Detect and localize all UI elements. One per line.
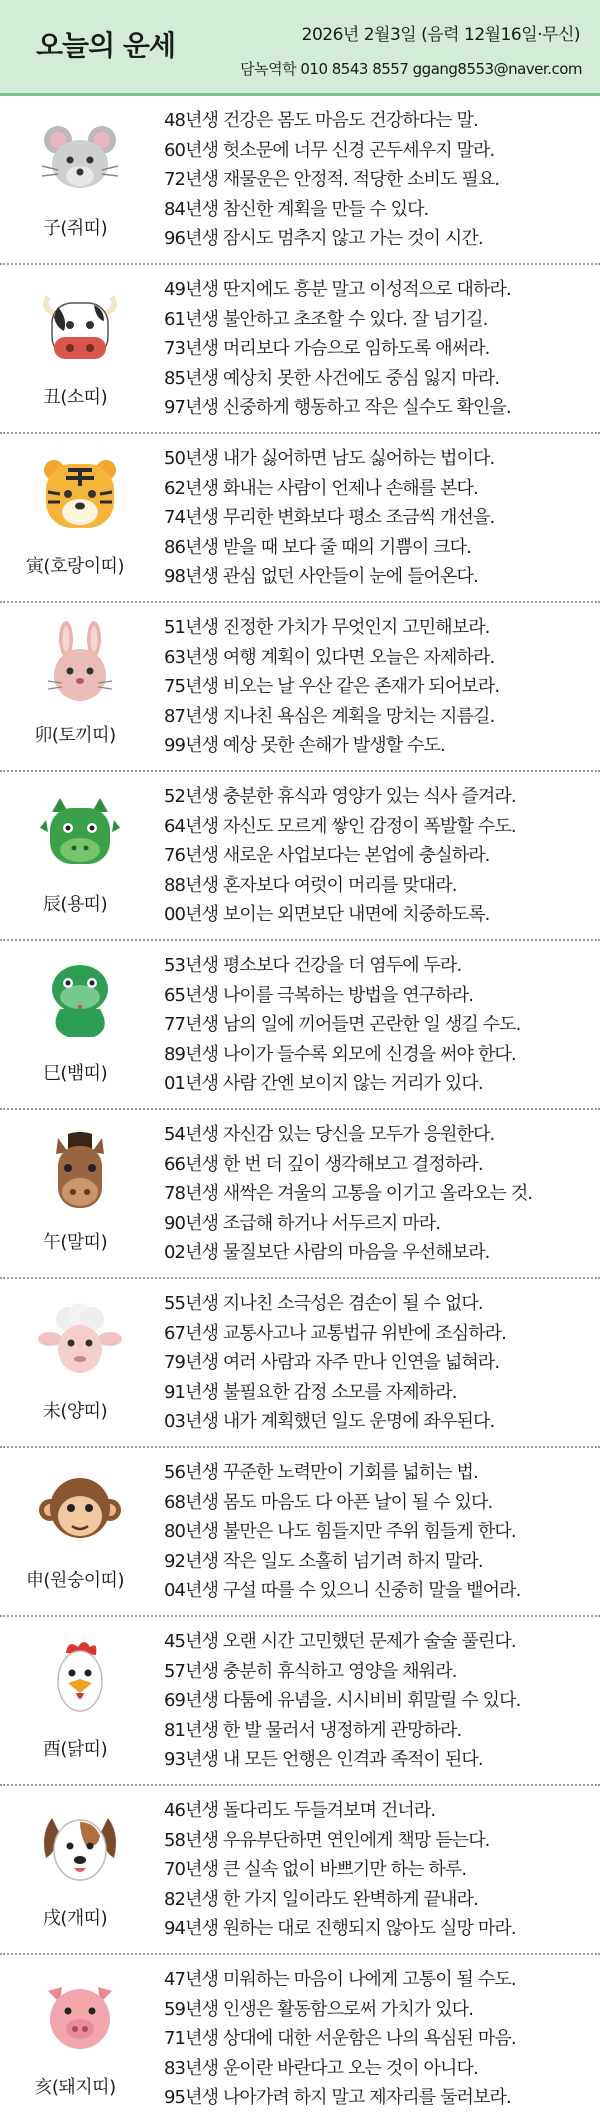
fortune-line: 58년생 우유부단하면 연인에게 책망 듣는다.	[164, 1829, 490, 1851]
fortune-lines	[164, 444, 594, 592]
snake-icon	[38, 959, 122, 1043]
fortune-lines	[164, 1458, 594, 1606]
zodiac-cell	[0, 96, 150, 263]
fortune-line: 94년생 원하는 대로 진행되지 않아도 실망 마라.	[164, 1918, 516, 1939]
zodiac-cell	[0, 1786, 150, 1953]
fortune-row	[0, 434, 600, 603]
fortune-line: 03년생 내가 계획했던 일도 운명에 좌우된다.	[164, 1411, 495, 1432]
fortune-line: 90년생 조급해 하거나 서두르지 마라.	[164, 1212, 441, 1234]
fortune-row	[0, 265, 600, 434]
fortune-line: 76년생 새로운 사업보다는 본업에 충실하라.	[164, 845, 490, 866]
horse-icon	[38, 1128, 122, 1212]
rabbit-icon	[38, 621, 122, 705]
fortune-list	[0, 96, 600, 2124]
fortune-line: 67년생 교통사고나 교통법규 위반에 조심하라.	[164, 1322, 506, 1344]
zodiac-label: 午(말띠)	[42, 1232, 108, 1253]
monkey-icon	[38, 1466, 122, 1550]
page-title: 오늘의 운세	[36, 29, 175, 62]
fortune-line: 60년생 헛소문에 너무 신경 곤두세우지 말라.	[164, 139, 495, 161]
ox-icon	[38, 283, 122, 367]
tiger-icon	[38, 452, 122, 536]
fortune-line: 80년생 불만은 나도 힘들지만 주위 힘들게 한다.	[164, 1521, 516, 1542]
fortune-lines	[164, 613, 594, 761]
zodiac-cell	[0, 941, 150, 1108]
fortune-row	[0, 1110, 600, 1279]
fortune-line: 82년생 한 가지 일이라도 완벽하게 끝내라.	[164, 1888, 478, 1910]
fortune-line: 64년생 자신도 모르게 쌓인 감정이 폭발할 수도.	[164, 815, 516, 837]
fortune-line: 68년생 몸도 마음도 다 아픈 날이 될 수 있다.	[164, 1491, 493, 1513]
fortune-lines	[164, 1627, 594, 1775]
fortune-line: 86년생 받을 때 보다 줄 때의 기쁨이 크다.	[164, 536, 471, 558]
fortune-line: 70년생 큰 실속 없이 바쁘기만 하는 하루.	[164, 1859, 467, 1880]
fortune-line: 71년생 상대에 대한 서운함은 나의 욕심된 마음.	[164, 2028, 516, 2049]
fortune-line: 01년생 사람 간엔 보이지 않는 거리가 있다.	[164, 1073, 483, 1094]
fortune-line: 50년생 내가 싫어하면 남도 싫어하는 법이다.	[164, 448, 495, 469]
fortune-row	[0, 1617, 600, 1786]
zodiac-label: 申(원숭이띠)	[25, 1570, 125, 1591]
fortune-line: 54년생 자신감 있는 당신을 모두가 응원한다.	[164, 1124, 495, 1145]
zodiac-cell	[0, 265, 150, 432]
fortune-line: 75년생 비오는 날 우산 같은 존재가 되어보라.	[164, 676, 500, 697]
fortune-lines	[164, 1965, 594, 2113]
zodiac-label: 巳(뱀띠)	[42, 1063, 108, 1084]
fortune-line: 04년생 구설 따를 수 있으니 신중히 말을 뱉어라.	[164, 1580, 521, 1601]
fortune-line: 66년생 한 번 더 깊이 생각해보고 결정하라.	[164, 1153, 483, 1175]
fortune-line: 88년생 혼자보다 여럿이 머리를 맞대라.	[164, 874, 457, 896]
zodiac-cell	[0, 1617, 150, 1784]
fortune-line: 92년생 작은 일도 소홀히 넘기려 하지 말라.	[164, 1550, 483, 1572]
fortune-row	[0, 1786, 600, 1955]
fortune-line: 00년생 보이는 외면보단 내면에 치중하도록.	[164, 904, 490, 925]
fortune-lines	[164, 782, 594, 930]
fortune-line: 99년생 예상 못한 손해가 발생할 수도.	[164, 735, 445, 756]
fortune-line: 61년생 불안하고 초조할 수 있다. 잘 넘기길.	[164, 308, 488, 330]
fortune-row	[0, 1279, 600, 1448]
fortune-line: 98년생 관심 없던 사안들이 눈에 들어온다.	[164, 566, 478, 587]
fortune-line: 96년생 잠시도 멈추지 않고 가는 것이 시간.	[164, 228, 483, 249]
fortune-line: 45년생 오랜 시간 고민했던 문제가 술술 풀린다.	[164, 1631, 516, 1652]
zodiac-label: 卯(토끼띠)	[34, 725, 116, 746]
zodiac-label: 丑(소띠)	[42, 387, 108, 408]
fortune-line: 48년생 건강은 몸도 마음도 건강하다는 말.	[164, 110, 478, 131]
sheep-icon	[38, 1297, 122, 1381]
zodiac-label: 子(쥐띠)	[42, 218, 108, 239]
contact-line: 담녹역학 010 8543 8557 ggang8553@naver.com	[240, 60, 582, 78]
fortune-line: 57년생 충분히 휴식하고 영양을 채워라.	[164, 1660, 457, 1682]
fortune-line: 72년생 재물운은 안정적. 적당한 소비도 필요.	[164, 169, 500, 190]
fortune-line: 46년생 돌다리도 두들겨보며 건너라.	[164, 1800, 436, 1821]
zodiac-label: 亥(돼지띠)	[34, 2077, 116, 2098]
zodiac-label: 酉(닭띠)	[42, 1739, 108, 1760]
fortune-lines	[164, 951, 594, 1099]
rat-icon	[38, 114, 122, 198]
fortune-line: 79년생 여러 사람과 자주 만나 인연을 넓혀라.	[164, 1352, 500, 1373]
fortune-line: 63년생 여행 계획이 있다면 오늘은 자제하라.	[164, 646, 495, 668]
fortune-line: 91년생 불필요한 감정 소모를 자제하라.	[164, 1381, 457, 1403]
fortune-line: 74년생 무리한 변화보다 평소 조금씩 개선을.	[164, 507, 495, 528]
rooster-icon	[38, 1635, 122, 1719]
fortune-line: 89년생 나이가 들수록 외모에 신경을 써야 한다.	[164, 1043, 516, 1065]
fortune-line: 77년생 남의 일에 끼어들면 곤란한 일 생길 수도.	[164, 1014, 521, 1035]
fortune-lines	[164, 1289, 594, 1437]
fortune-row	[0, 1955, 600, 2124]
zodiac-cell	[0, 1955, 150, 2124]
fortune-line: 02년생 물질보단 사람의 마음을 우선해보라.	[164, 1242, 490, 1263]
zodiac-label: 戌(개띠)	[42, 1908, 108, 1929]
fortune-line: 69년생 다툼에 유념을. 시시비비 휘말릴 수 있다.	[164, 1690, 521, 1711]
fortune-line: 81년생 한 발 물러서 냉정하게 관망하라.	[164, 1719, 462, 1741]
fortune-line: 78년생 새싹은 겨울의 고통을 이기고 올라오는 것.	[164, 1183, 533, 1204]
fortune-line: 53년생 평소보다 건강을 더 염두에 두라.	[164, 955, 462, 976]
fortune-row	[0, 941, 600, 1110]
fortune-lines	[164, 1796, 594, 1944]
fortune-lines	[164, 275, 594, 423]
pig-icon	[38, 1973, 122, 2057]
zodiac-cell	[0, 1279, 150, 1446]
fortune-row	[0, 1448, 600, 1617]
fortune-line: 56년생 꾸준한 노력만이 기회를 넓히는 법.	[164, 1462, 478, 1483]
fortune-row	[0, 772, 600, 941]
zodiac-cell	[0, 1448, 150, 1615]
fortune-line: 95년생 나아가려 하지 말고 제자리를 둘러보라.	[164, 2087, 511, 2108]
fortune-line: 65년생 나이를 극복하는 방법을 연구하라.	[164, 984, 474, 1006]
fortune-lines	[164, 106, 594, 254]
zodiac-cell	[0, 1110, 150, 1277]
fortune-line: 93년생 내 모든 언행은 인격과 족적이 된다.	[164, 1749, 483, 1770]
fortune-line: 73년생 머리보다 가슴으로 임하도록 애써라.	[164, 338, 490, 359]
fortune-line: 62년생 화내는 사람이 언제나 손해를 본다.	[164, 477, 478, 499]
zodiac-cell	[0, 772, 150, 939]
zodiac-cell	[0, 434, 150, 601]
zodiac-label: 辰(용띠)	[42, 894, 108, 915]
fortune-line: 84년생 참신한 계획을 만들 수 있다.	[164, 198, 429, 220]
dragon-icon	[38, 790, 122, 874]
fortune-line: 59년생 인생은 활동함으로써 가치가 있다.	[164, 1998, 474, 2020]
header	[0, 0, 600, 96]
fortune-line: 55년생 지나친 소극성은 겸손이 될 수 없다.	[164, 1293, 483, 1314]
fortune-line: 97년생 신중하게 행동하고 작은 실수도 확인을.	[164, 397, 511, 418]
zodiac-label: 未(양띠)	[42, 1401, 108, 1422]
fortune-line: 85년생 예상치 못한 사건에도 중심 잃지 마라.	[164, 367, 500, 389]
fortune-row	[0, 96, 600, 265]
fortune-line: 51년생 진정한 가치가 무엇인지 고민해보라.	[164, 617, 490, 638]
date-line: 2026년 2월3일 (음력 12월16일·무신)	[301, 25, 580, 45]
fortune-line: 49년생 딴지에도 흥분 말고 이성적으로 대하라.	[164, 279, 511, 300]
dog-icon	[38, 1804, 122, 1888]
zodiac-cell	[0, 603, 150, 770]
fortune-line: 47년생 미워하는 마음이 나에게 고통이 될 수도.	[164, 1969, 516, 1990]
fortune-line: 83년생 운이란 바란다고 오는 것이 아니다.	[164, 2057, 478, 2079]
fortune-line: 52년생 충분한 휴식과 영양가 있는 식사 즐겨라.	[164, 786, 516, 807]
fortune-line: 87년생 지나친 욕심은 계획을 망치는 지름길.	[164, 705, 495, 727]
fortune-lines	[164, 1120, 594, 1268]
fortune-row	[0, 603, 600, 772]
zodiac-label: 寅(호랑이띠)	[25, 556, 125, 577]
